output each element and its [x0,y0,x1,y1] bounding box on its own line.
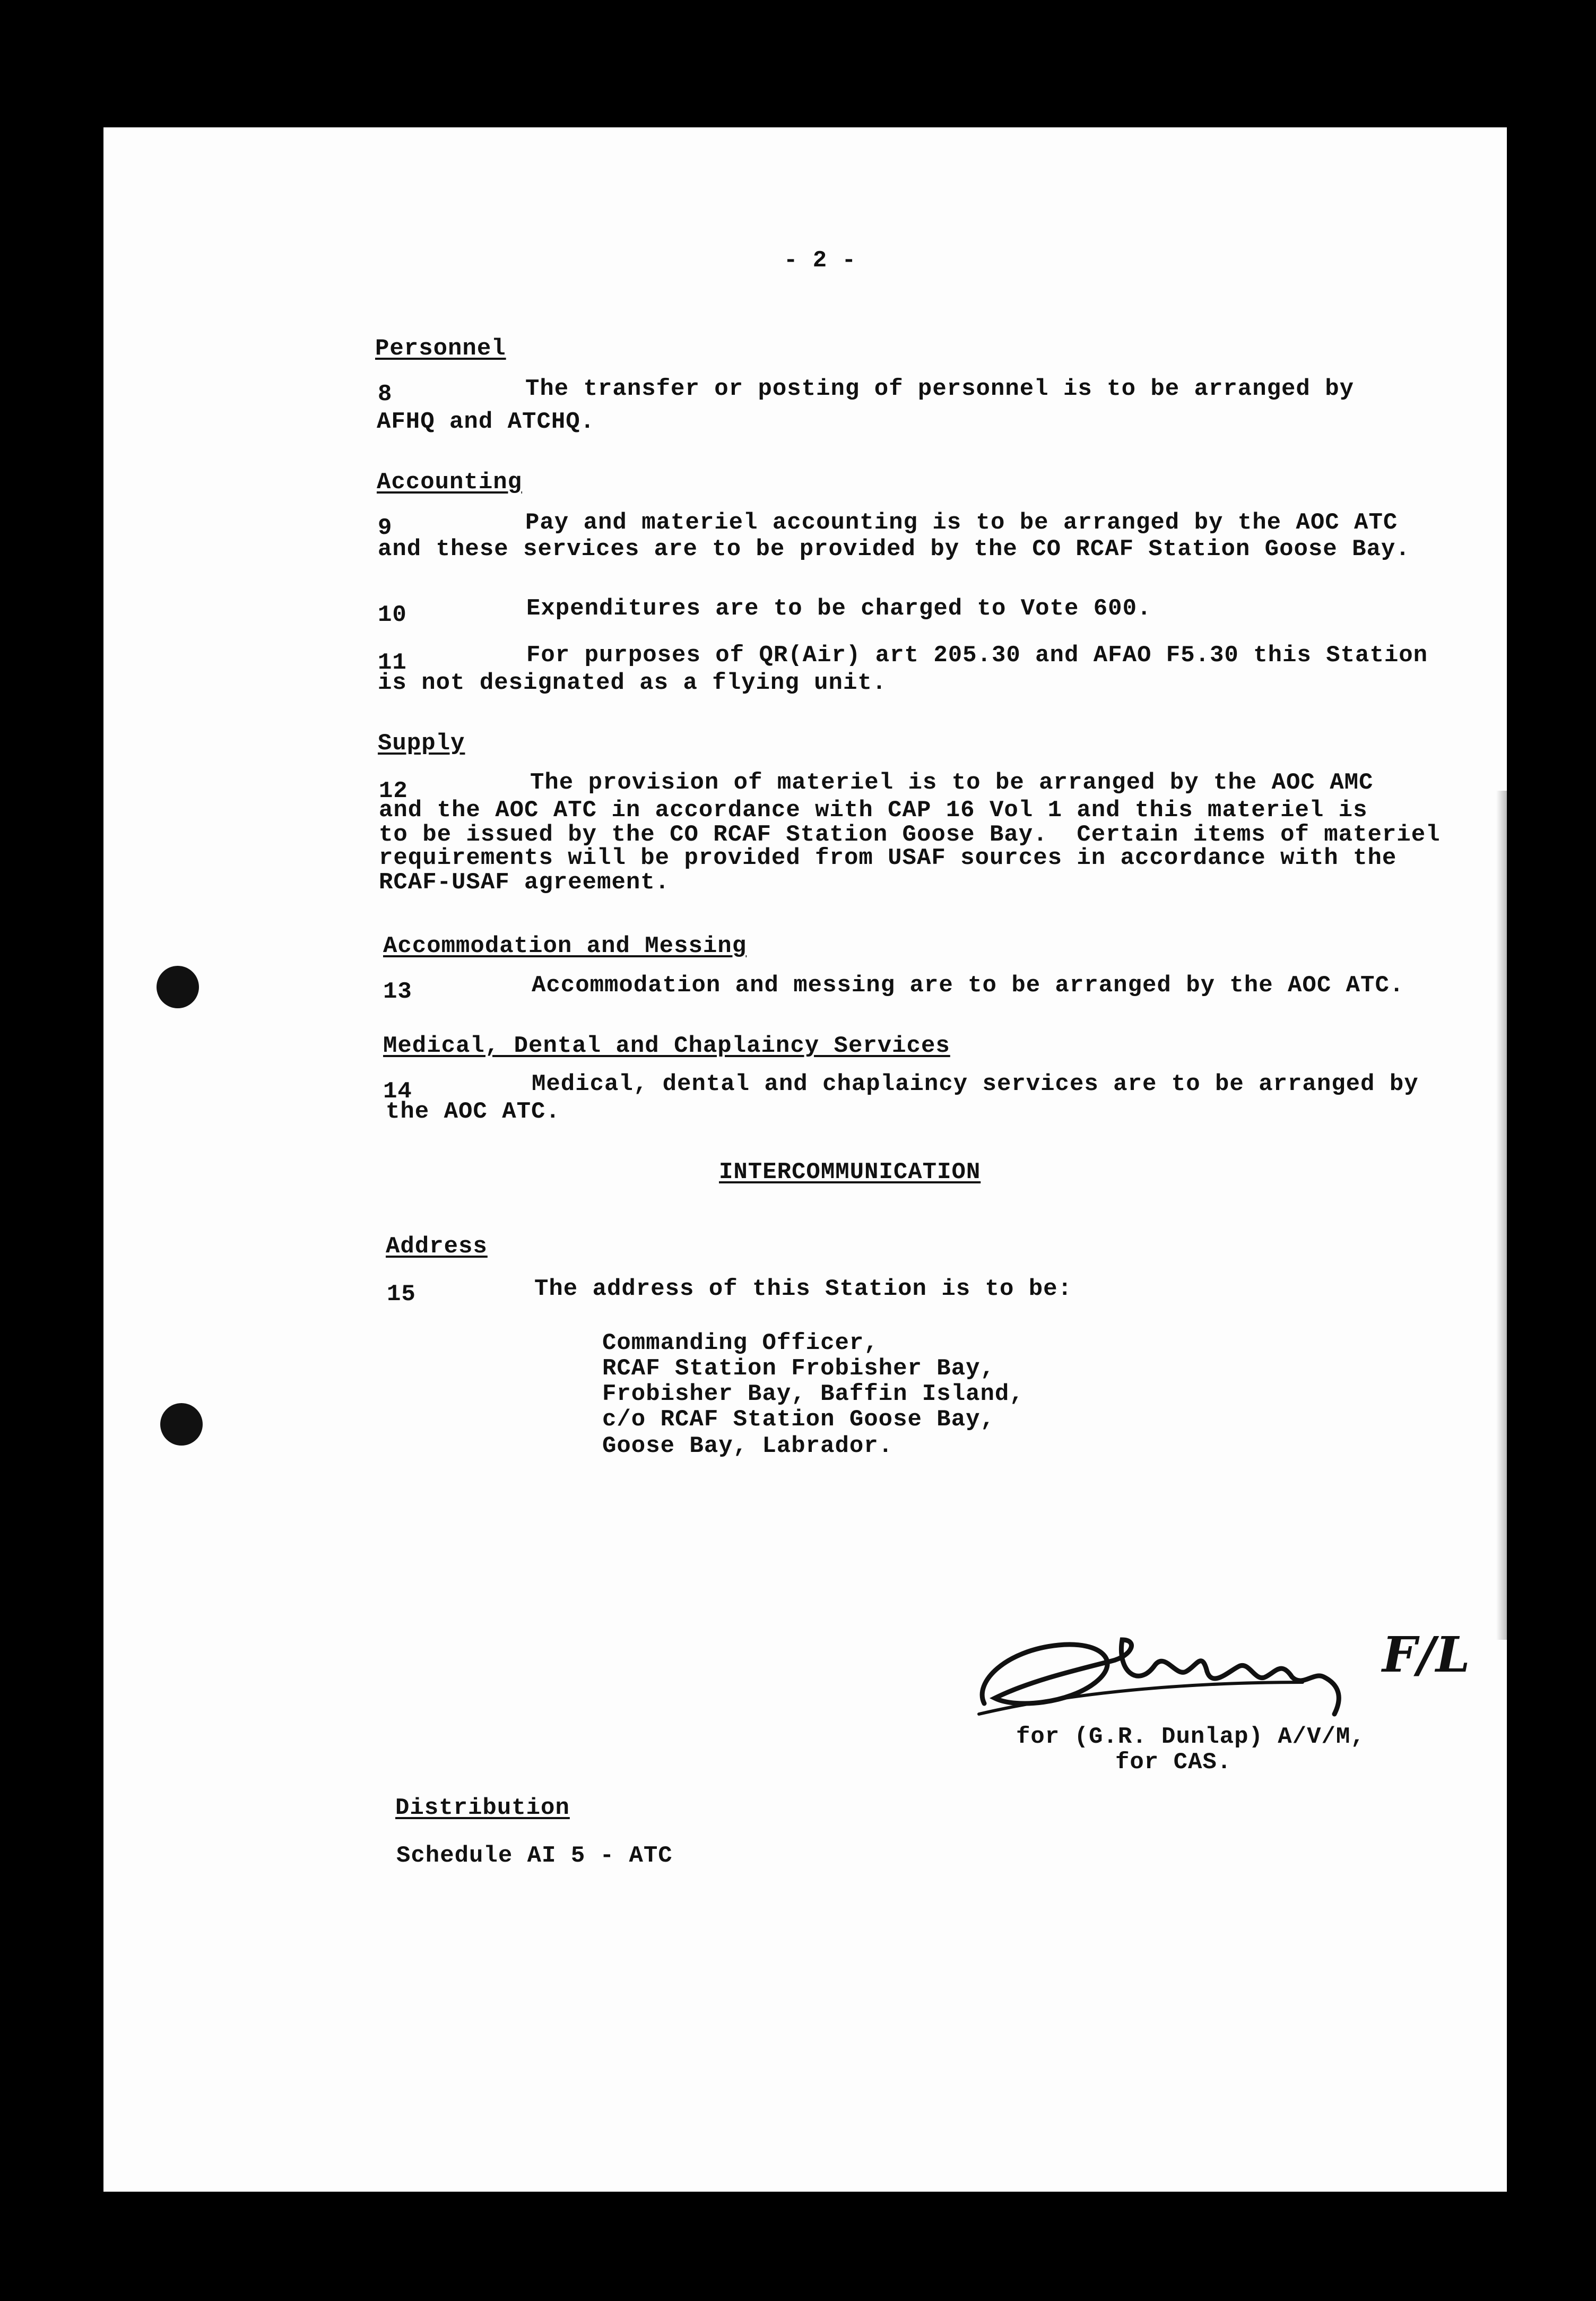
paragraph-line: to be issued by the CO RCAF Station Goose Bay. Certain items of materiel [379,821,1441,848]
paragraph-line: Expenditures are to be charged to Vote 600. [526,595,1152,622]
paragraph-line: For purposes of QR(Air) art 205.30 and AFAO F5.30 this Station [526,642,1428,669]
signature-initials: F/L [1382,1626,1471,1683]
paragraph-number: 11 [378,650,407,676]
signature-line: for CAS. [1115,1749,1232,1776]
page-edge-shadow [1496,791,1507,1640]
paragraph-number: 12 [379,778,408,805]
paragraph-number: 13 [383,979,412,1005]
paragraph-line: The transfer or posting of personnel is to be arranged by [525,376,1355,402]
punch-hole-top [157,966,199,1008]
section-heading-accommodation: Accommodation and Messing [383,933,747,959]
address-line: Goose Bay, Labrador. [602,1433,894,1459]
address-line: c/o RCAF Station Goose Bay, [602,1406,995,1433]
section-heading-accounting: Accounting [377,469,523,496]
document-page [103,127,1507,2192]
address-line: RCAF Station Frobisher Bay, [602,1355,995,1382]
paragraph-number: 14 [383,1078,412,1105]
paragraph-line: Accommodation and messing are to be arranged by the AOC ATC. [532,972,1404,999]
section-heading-distribution: Distribution [395,1795,570,1821]
paragraph-line: AFHQ and ATCHQ. [377,409,595,435]
signature-line: for (G.R. Dunlap) A/V/M, [1016,1724,1365,1750]
distribution-text: Schedule AI 5 - ATC [396,1842,673,1869]
section-heading-supply: Supply [378,730,465,757]
section-heading-personnel: Personnel [375,335,506,362]
punch-hole-bottom [160,1403,203,1446]
section-heading-address: Address [386,1233,488,1260]
paragraph-line: The address of this Station is to be: [534,1276,1072,1302]
address-line: Commanding Officer, [602,1330,879,1356]
paragraph-line: RCAF-USAF agreement. [379,869,670,896]
paragraph-line: and the AOC ATC in accordance with CAP 16 Vol 1 and this materiel is [379,797,1368,824]
paragraph-line: the AOC ATC. [386,1098,560,1125]
page-number: - 2 - [784,247,857,274]
paragraph-line: The provision of materiel is to be arranged by the AOC AMC [530,769,1374,796]
paragraph-line: Pay and materiel accounting is to be arranged by the AOC ATC [525,509,1398,536]
paragraph-number: 10 [378,602,407,628]
paragraph-number: 15 [387,1281,416,1308]
paragraph-line: and these services are to be provided by the CO RCAF Station Goose Bay. [378,536,1410,563]
paragraph-number: 9 [378,515,393,541]
address-line: Frobisher Bay, Baffin Island, [602,1381,1024,1407]
paragraph-line: is not designated as a flying unit. [378,670,887,696]
paragraph-number: 8 [378,381,393,408]
paragraph-line: requirements will be provided from USAF sources in accordance with the [379,845,1397,871]
section-heading-medical: Medical, Dental and Chaplaincy Services [383,1033,950,1059]
section-heading-intercommunication: INTERCOMMUNICATION [719,1159,981,1186]
paragraph-line: Medical, dental and chaplaincy services are to be arranged by [532,1071,1419,1097]
